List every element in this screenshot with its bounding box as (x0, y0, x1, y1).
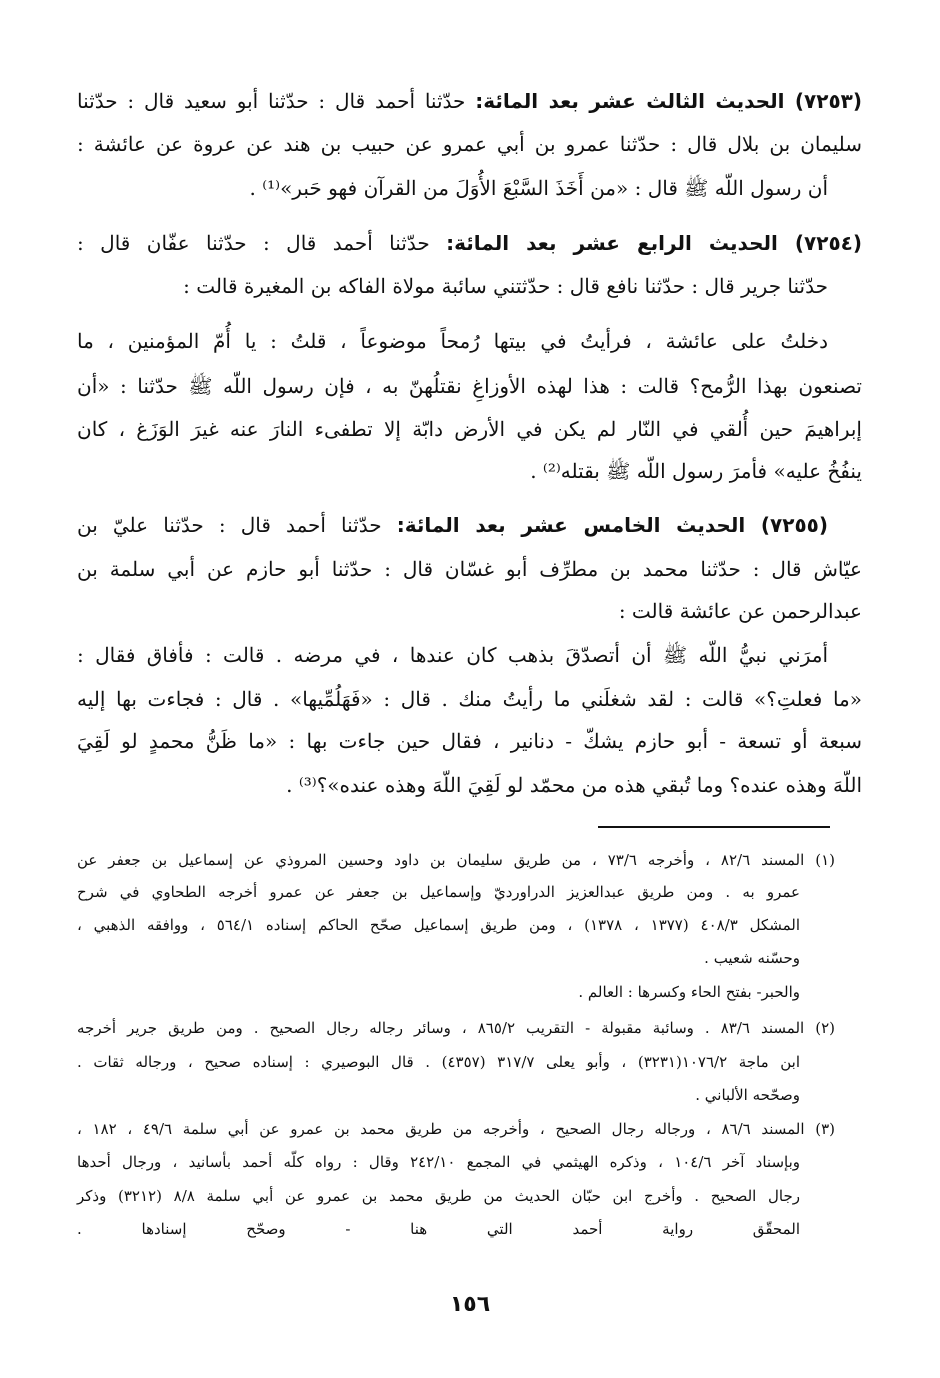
text-line (77, 770, 862, 800)
footnote-line: المشكل ٤٠٨/٣ (١٣٧٧ ، ١٣٧٨) ، ومن طريق إسماعيل صحّح الحاكم إسناده ٥٦٤/١ ، ووافقه الذهبي ، (77, 916, 801, 934)
text-line (77, 596, 862, 626)
line-text: حدّثنا أحمد قال : حدّثنا أبو سعيد قال : حدّثنا (77, 89, 476, 113)
text-line (77, 456, 862, 486)
footnote-line: ابن ماجة ١٠٧٦/٢(٣٢٣١) ، وأبو يعلى ٣١٧/٧ (٤٣٥٧) . قال البوصيري : إسناده صحيح ، ورجاله ثقات . (77, 1053, 801, 1071)
line-text: أمرَني نبيُّ اللّه ﷺ أن أتصدّقَ بذهب كان عندها ، في مرضه . قالت : فأفاق فقال : (77, 643, 828, 667)
footnote-start-line: (٢) المسند ٨٣/٦ . وسائبة مقبولة - التقريب ٨٦٥/٢ ، وسائر رجاله رجال الصحيح . ومن طريق جرير أخرجه (77, 1019, 835, 1037)
line-text: دخلتُ على عائشة ، فرأيتُ في بيتها رُمحاً موضوعاً ، قلتُ : يا أُمّ المؤمنين ، ما (77, 329, 828, 353)
line-text: اللّهَ وهذه عنده؟ وما تُبقي هذه من محمّد لو لَقِيَ اللّهَ وهذه عنده»؟⁽³⁾ . (286, 773, 862, 797)
text-line (77, 684, 862, 714)
line-text: أن رسول اللّه ﷺ قال : «من أَخَذَ السَّبْعَ الأُوَلَ من القرآن فهو حَبر»⁽¹⁾ . (249, 176, 828, 200)
line-text: سليمان بن بلال قال : حدّثنا عمرو بن أبي عمرو عن حبيب بن هند عن عروة عن عائشة : (77, 132, 862, 156)
line-text: إبراهيمَ حين أُلقي في النّار لم يكن في الأرض دابّة إلا تطفىء النارَ عنه غيرَ الوَزَغ ، كان (77, 417, 862, 441)
text-line (77, 726, 862, 756)
hadith-number-title: (٧٢٥٣) الحديث الثالث عشر بعد المائة: (475, 89, 862, 113)
line-text: عبدالرحمن عن عائشة قالت : (618, 599, 862, 623)
text-line (77, 640, 828, 670)
footnote-divider (598, 826, 830, 828)
hadith-heading-line (77, 86, 862, 116)
text-line (77, 326, 828, 356)
hadith-heading-line (77, 510, 828, 540)
footnote-start-line: (٣) المسند ٨٦/٦ ، ورجاله رجال الصحيح ، وأخرجه من طريق محمد بن عمرو عن أبي سلمة ٤٩/٦ ، ١٨٢ ، (77, 1120, 835, 1138)
line-text: حدّثنا أحمد قال : حدّثنا عفّان قال : (77, 231, 447, 255)
footnote-line: المحقّق رواية أحمد التي هنا - وصحّح إسنادها . (77, 1220, 800, 1238)
footnote-start-line: (١) المسند ٨٢/٦ ، وأخرجه ٧٣/٦ ، من طريق سليمان بن داود وحسين المروذي عن إسماعيل بن جعفر عن (77, 851, 835, 869)
hadith-heading-line (77, 228, 862, 258)
text-line (77, 414, 862, 444)
hadith-number-title: (٧٢٥٥) الحديث الخامس عشر بعد المائة: (396, 513, 828, 537)
line-text: سبعة أو تسعة - أبو حازم يشكّ - دنانير ، فقال حين جاءت بها : «ما ظَنُّ محمدٍ لو لَقِيَ (77, 729, 862, 753)
text-line (77, 271, 828, 301)
footnote-line: عمرو به . ومن طريق عبدالعزيز الدراورديّ وإسماعيل بن جعفر عن عمرو أخرجه الطحاوي في شرح (77, 883, 800, 901)
text-line (77, 173, 828, 203)
footnote-line: وصحّحه الألباني . (695, 1086, 800, 1104)
line-text: «ما فعلتِ؟» قالت : لقد شغلَني ما رأيتُ منك . قال : «فَهَلُمِّيها» . قال : فجاءت بها إليه (77, 687, 862, 711)
text-line (77, 129, 862, 159)
footnote-line: وحسّنه شعيب . (704, 949, 800, 967)
footnote-line: وبإسناد آخر ١٠٤/٦ ، وذكره الهيثمي في المجمع ٢٤٢/١٠ وقال : رواه كلّه أحمد بأسانيد ، ورجال أحدها (77, 1153, 800, 1171)
line-text: حدّثنا أحمد قال : حدّثنا عليّ بن (77, 513, 397, 537)
footnote-line: رجال الصحيح . وأخرج ابن حبّان الحديث من طريق محمد بن عمرو عن أبي سلمة ٨/٨ (٣٢١٢) وذكر (77, 1187, 801, 1205)
text-line (77, 371, 862, 401)
page-number: ١٥٦ (449, 1292, 491, 1317)
line-text: ينفُخُ عليه» فأمرَ رسول اللّه ﷺ بقتله⁽²⁾ . (530, 459, 862, 483)
hadith-number-title: (٧٢٥٤) الحديث الرابع عشر بعد المائة: (446, 231, 863, 255)
line-text: عيّاش قال : حدّثنا محمد بن مطرِّف أبو غسّان قال : حدّثنا أبو حازم عن أبي سلمة بن (77, 557, 862, 581)
line-text: تصنعون بهذا الرُّمح؟ قالت : هذا لهذه الأوزاغِ نقتلُهنّ به ، فإن رسول اللّه ﷺ حدّثنا : «أن (77, 374, 862, 398)
footnote-line: والحبر- بفتح الحاء وكسرها : العالم . (578, 983, 800, 1001)
line-text: حدّثنا جرير قال : حدّثنا نافع قال : حدّثتني سائبة مولاة الفاكه بن المغيرة قالت : (183, 274, 828, 298)
text-line (77, 554, 862, 584)
